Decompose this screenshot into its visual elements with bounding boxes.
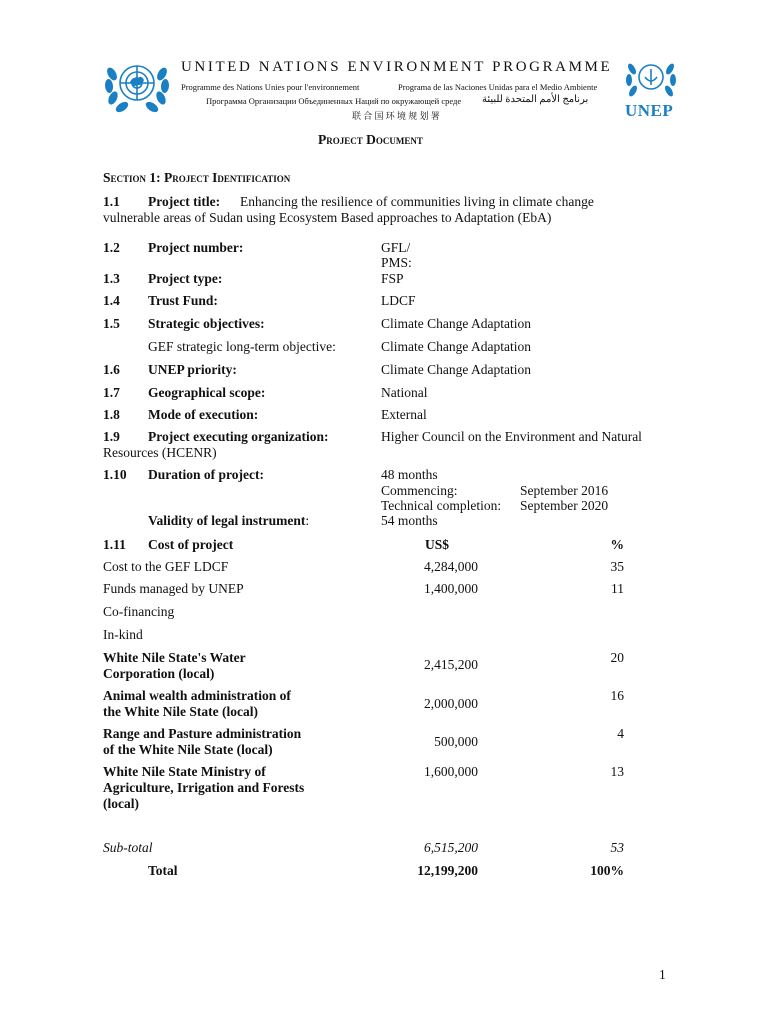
gef-objective-label: GEF strategic long-term objective:	[148, 339, 336, 354]
cofin-row-label-cont: of the White Nile State (local)	[103, 742, 273, 757]
project-title-line-1: Enhancing the resilience of communities living in climate change	[240, 194, 594, 209]
field-1-10-number: 1.10	[103, 467, 127, 482]
duration-value: 48 months	[381, 467, 438, 482]
field-1-2-number: 1.2	[103, 240, 120, 255]
field-1-8-number: 1.8	[103, 407, 120, 422]
unep-priority-value: Climate Change Adaptation	[381, 362, 531, 377]
cofin-row-usd: 500,000	[434, 734, 478, 749]
project-title-line-2: vulnerable areas of Sudan using Ecosystem Based approaches to Adaptation (EbA)	[103, 210, 552, 225]
cofin-row-label-cont: Agriculture, Irrigation and Forests	[103, 780, 305, 795]
pms-value: PMS:	[381, 255, 412, 270]
document-title: Project Document	[318, 132, 423, 147]
cofin-row-percent: 13	[610, 764, 624, 779]
cofin-row-label-cont: the White Nile State (local)	[103, 704, 258, 719]
cofin-row-label-cont: Corporation (local)	[103, 666, 215, 681]
field-1-3-number: 1.3	[103, 271, 120, 286]
cofin-row-usd: 2,000,000	[424, 696, 478, 711]
cofinancing-label: Co-financing	[103, 604, 175, 619]
cofin-row-percent: 16	[610, 688, 624, 703]
validity-label-colon: :	[305, 513, 310, 528]
page-number: 1	[659, 967, 666, 982]
subtotal-label: Sub-total	[103, 840, 153, 855]
technical-completion-value: September 2020	[520, 498, 609, 513]
org-name-spanish: Programa de las Naciones Unidas para el Medio Ambiente	[398, 82, 598, 92]
strategic-objectives-value: Climate Change Adaptation	[381, 316, 531, 331]
field-1-5-number: 1.5	[103, 316, 120, 331]
commencing-label: Commencing:	[381, 483, 458, 498]
field-1-11-number: 1.11	[103, 537, 126, 552]
validity-label	[148, 513, 309, 529]
cost-row-percent: 11	[611, 581, 624, 596]
field-1-2-label: Project number:	[148, 240, 244, 255]
field-1-6-number: 1.6	[103, 362, 120, 377]
cofin-row-label: Animal wealth administration of	[103, 688, 291, 703]
field-1-9-number: 1.9	[103, 429, 120, 444]
field-1-1-number: 1.1	[103, 194, 120, 209]
field-1-7-number: 1.7	[103, 385, 120, 400]
subtotal-percent: 53	[610, 840, 624, 855]
unep-logo-icon	[623, 55, 679, 101]
field-1-9-label: Project executing organization:	[148, 429, 329, 444]
cofin-row-percent: 4	[617, 726, 624, 741]
validity-label-text: Validity of legal instrument	[148, 513, 306, 528]
gef-objective-value: Climate Change Adaptation	[381, 339, 531, 354]
org-title: UNITED NATIONS ENVIRONMENT PROGRAMME	[181, 59, 613, 75]
field-1-8-label: Mode of execution:	[148, 407, 259, 422]
org-name-arabic: برنامج الأمم المتحدة للبيئة	[482, 94, 589, 105]
commencing-value: September 2016	[520, 483, 609, 498]
cost-row-label: Funds managed by UNEP	[103, 581, 244, 596]
cost-row-usd: 4,284,000	[424, 559, 478, 574]
un-emblem-icon	[100, 52, 174, 118]
geographical-scope-value: National	[381, 385, 428, 400]
executing-organization-value-cont: Resources (HCENR)	[103, 445, 217, 460]
section-heading: Section 1: Project Identification	[103, 170, 291, 185]
unep-logo-text: UNEP	[625, 101, 674, 120]
mode-of-execution-value: External	[381, 407, 427, 422]
field-1-4-number: 1.4	[103, 293, 120, 308]
cost-row-label: Cost to the GEF LDCF	[103, 559, 229, 574]
inkind-label: In-kind	[103, 627, 143, 642]
cost-row-percent: 35	[610, 559, 624, 574]
total-percent: 100%	[590, 863, 624, 878]
field-1-6-label: UNEP priority:	[148, 362, 237, 377]
field-1-3-label: Project type:	[148, 271, 223, 286]
org-name-french: Programme des Nations Unies pour l'environnement	[181, 82, 360, 92]
project-type-value: FSP	[381, 271, 404, 286]
trust-fund-value: LDCF	[381, 293, 416, 308]
cofin-row-label: White Nile State Ministry of	[103, 764, 266, 779]
field-1-5-label: Strategic objectives:	[148, 316, 265, 331]
cofin-row-label: Range and Pasture administration	[103, 726, 302, 741]
field-1-4-label: Trust Fund:	[148, 293, 218, 308]
executing-organization-value: Higher Council on the Environment and Natural	[381, 429, 642, 444]
total-label: Total	[148, 863, 178, 878]
cofin-row-label-cont: (local)	[103, 796, 139, 811]
technical-completion-label: Technical completion:	[381, 498, 502, 513]
validity-value: 54 months	[381, 513, 438, 528]
cost-column-usd-header: US$	[425, 537, 450, 552]
field-1-10-label: Duration of project:	[148, 467, 264, 482]
cost-column-percent-header: %	[610, 537, 624, 552]
total-usd: 12,199,200	[417, 863, 478, 878]
cost-row-usd: 1,400,000	[424, 581, 478, 596]
subtotal-usd: 6,515,200	[424, 840, 478, 855]
field-1-1-label: Project title:	[148, 194, 221, 209]
org-name-russian: Программа Организации Объединенных Наций по окружающей среде	[206, 96, 462, 106]
cost-of-project-label: Cost of project	[148, 537, 234, 552]
cofin-row-usd: 1,600,000	[424, 764, 478, 779]
cofin-row-label: White Nile State's Water	[103, 650, 246, 665]
org-name-chinese: 联 合 国 环 境 规 划 署	[352, 111, 440, 121]
cofin-row-percent: 20	[610, 650, 624, 665]
project-number-value: GFL/	[381, 240, 411, 255]
cofin-row-usd: 2,415,200	[424, 657, 478, 672]
field-1-7-label: Geographical scope:	[148, 385, 266, 400]
